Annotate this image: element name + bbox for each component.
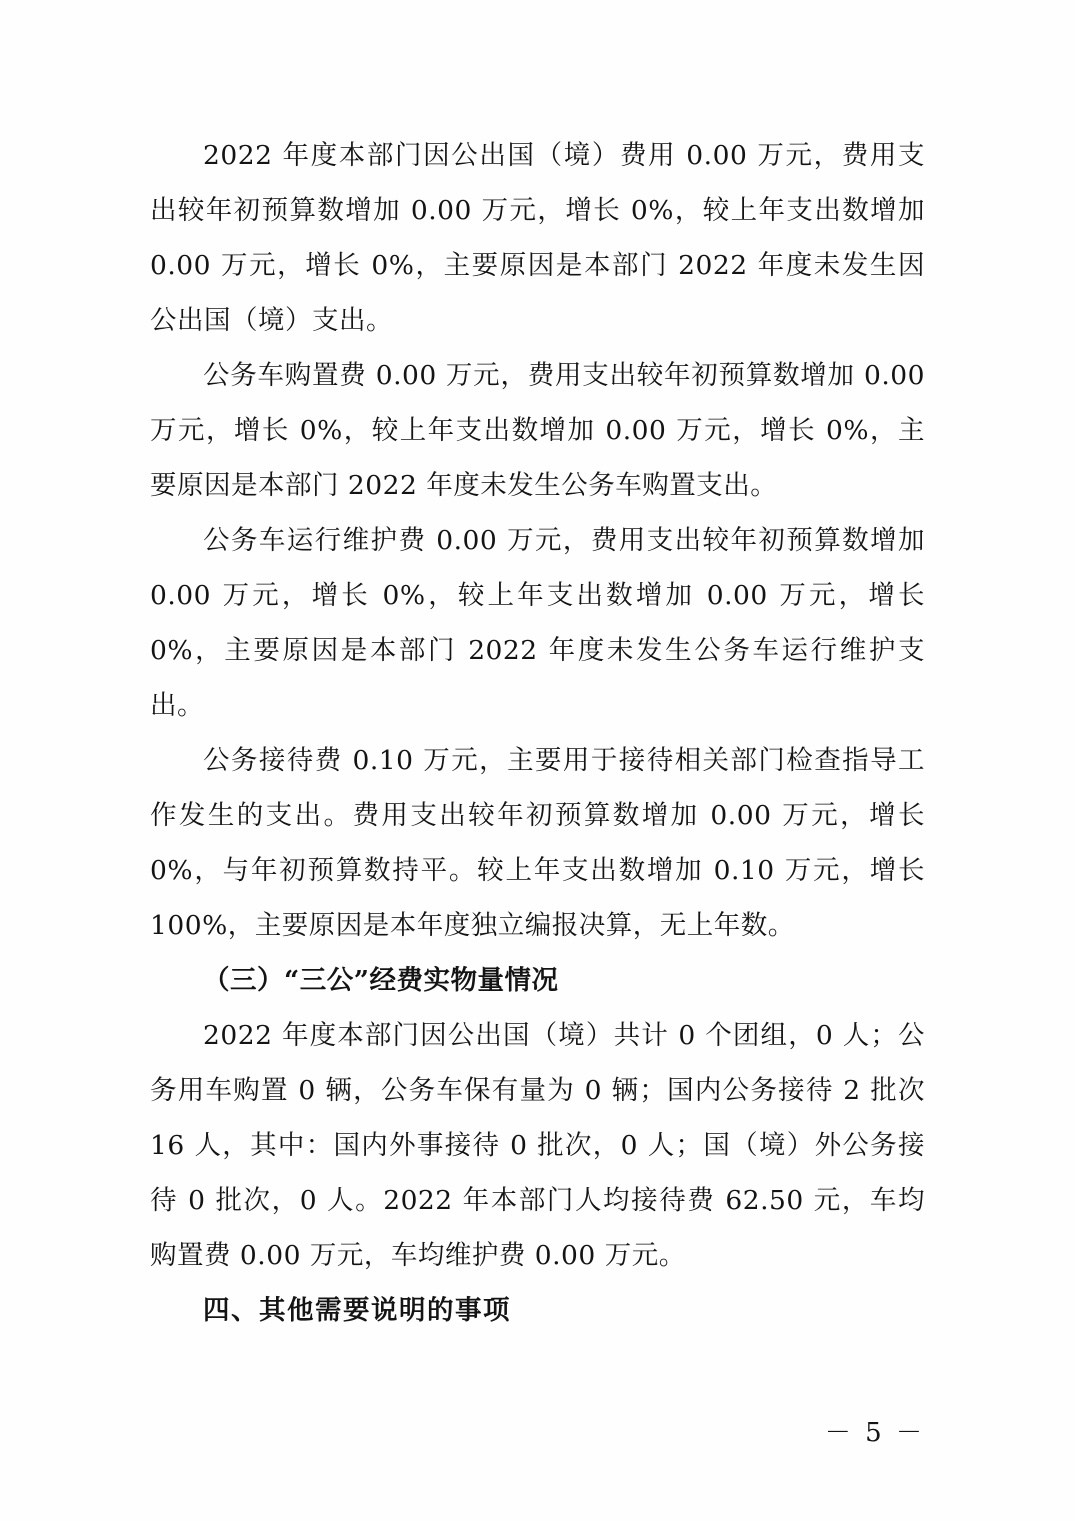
section-heading-four: 四、其他需要说明的事项 [203,1295,511,1326]
paragraph-official-reception: 公务接待费 0.10 万元，主要用于接待相关部门检查指导工作发生的支出。费用支出较年初预算数增加 0.00 万元，增长 0%，与年初预算数持平。较上年支出数增加 0.10 万元，增长 100%，主要原因是本年度独立编报决算，无上年数。 [150,745,925,941]
paragraph-physical-quantity: 2022 年度本部门因公出国（境）共计 0 个团组，0 人；公务用车购置 0 辆，公务车保有量为 0 辆；国内公务接待 2 批次 16 人，其中：国内外事接待 0 批次，0 人；国（境）外公务接待 0 批次，0 人。2022 年本部门人均接待费 62.50 元，车均购置费 0.00 万元，车均维护费 0.00 万元。 [150,1020,925,1271]
paragraph-vehicle-maintenance: 公务车运行维护费 0.00 万元，费用支出较年初预算数增加 0.00 万元，增长 0%，较上年支出数增加 0.00 万元，增长 0%，主要原因是本部门 2022 年度未发生公务车运行维护支出。 [150,525,925,721]
paragraph-vehicle-purchase: 公务车购置费 0.00 万元，费用支出较年初预算数增加 0.00 万元，增长 0%，较上年支出数增加 0.00 万元，增长 0%，主要原因是本部门 2022 年度未发生公务车购置支出。 [150,360,925,501]
page-number: － 5 － [824,1418,925,1448]
section-heading-three: （三）“三公”经费实物量情况 [203,965,559,996]
document-body [150,128,925,1338]
paragraph-overseas-travel: 2022 年度本部门因公出国（境）费用 0.00 万元，费用支出较年初预算数增加 0.00 万元，增长 0%，较上年支出数增加 0.00 万元，增长 0%，主要原因是本部门 2022 年度未发生因公出国（境）支出。 [150,140,925,336]
